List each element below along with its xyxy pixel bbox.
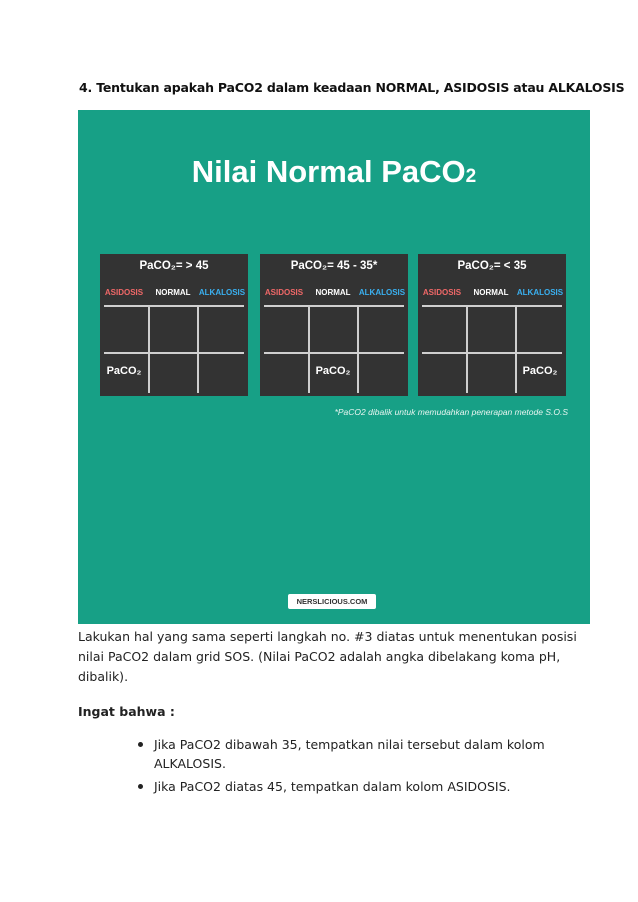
column-normal: NORMAL	[473, 288, 509, 297]
list-item: Jika PaCO2 diatas 45, tempatkan dalam kolom ASIDOSIS.	[136, 777, 576, 796]
panel-normal	[260, 254, 408, 396]
column-alkalosis: ALKALOSIS	[198, 288, 246, 297]
column-normal: NORMAL	[155, 288, 191, 297]
paco2-value-label: PaCO₂	[315, 365, 351, 377]
panel-title: PaCO₂= < 35	[457, 260, 527, 272]
column-headers	[100, 288, 248, 300]
instruction-paragraph: Lakukan hal yang sama seperti langkah no. #3 diatas untuk menentukan posisi nilai PaCO2 dalam grid SOS. (Nilai PaCO2 adalah angka dibelakang koma pH, dibalik).	[78, 629, 577, 684]
column-headers	[418, 288, 566, 300]
infographic-title: Nilai Normal PaCO2	[191, 154, 477, 189]
column-alkalosis: ALKALOSIS	[358, 288, 406, 297]
paco2-value-label: PaCO₂	[106, 365, 142, 377]
panel-asidosis	[100, 254, 248, 396]
grid-line	[515, 305, 517, 393]
column-asidosis: ASIDOSIS	[104, 288, 144, 297]
list-item: Jika PaCO2 dibawah 35, tempatkan nilai tersebut dalam kolom ALKALOSIS.	[136, 735, 576, 773]
section-heading: 4. Tentukan apakah PaCO2 dalam keadaan NORMAL, ASIDOSIS atau ALKALOSIS	[79, 80, 625, 95]
column-asidosis: ASIDOSIS	[422, 288, 462, 297]
footnote: *PaCO2 dibalik untuk memudahkan penerapan metode S.O.S	[334, 407, 568, 417]
column-alkalosis: ALKALOSIS	[516, 288, 564, 297]
grid-line	[422, 305, 562, 307]
panel-title: PaCO₂= 45 - 35*	[290, 260, 378, 272]
grid-line	[308, 305, 310, 393]
grid-line	[104, 352, 244, 354]
grid-line	[264, 305, 404, 307]
grid-line	[264, 352, 404, 354]
paco2-infographic	[78, 110, 590, 624]
paco2-value-label: PaCO₂	[522, 365, 558, 377]
grid-line	[357, 305, 359, 393]
grid-line	[104, 305, 244, 307]
grid-line	[148, 305, 150, 393]
reminder-heading: Ingat bahwa :	[78, 704, 175, 719]
reminder-list	[136, 735, 576, 800]
column-headers	[260, 288, 408, 300]
watermark-badge: NERSLICIOUS.COM	[288, 594, 376, 609]
panel-title: PaCO₂= > 45	[139, 260, 209, 272]
panel-alkalosis	[418, 254, 566, 396]
column-normal: NORMAL	[315, 288, 351, 297]
grid-line	[422, 352, 562, 354]
grid-line	[466, 305, 468, 393]
column-asidosis: ASIDOSIS	[264, 288, 304, 297]
grid-line	[197, 305, 199, 393]
